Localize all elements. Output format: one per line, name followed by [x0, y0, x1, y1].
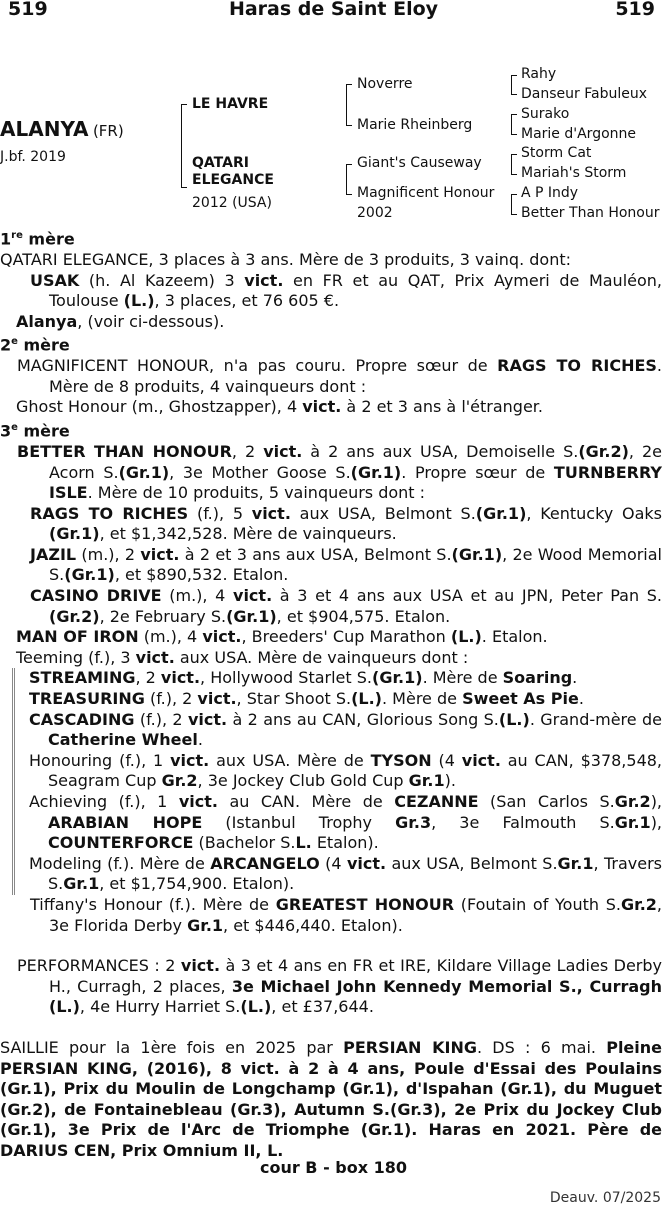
bracket-g3-3: [511, 154, 517, 175]
produce-man-of-iron: MAN OF IRON (m.), 4 vict., Breeders' Cup Marathon (L.). Etalon.: [16, 627, 548, 647]
third-dam-heading: 3e mère: [0, 421, 70, 441]
second-dam-heading: 2e mère: [0, 335, 70, 355]
dam-dam-year: 2002: [357, 205, 393, 221]
produce-alanya: Alanya, (voir ci-dessous).: [16, 311, 225, 331]
teeming-produce-list: [12, 668, 662, 895]
produce-modeling: Modeling (f.). Mère de ARCANGELO (4 vict. aux USA, Belmont S.Gr.1, Travers S.Gr.1, et $1,754,900. Etalon).: [29, 853, 663, 894]
bracket-g3-1: [511, 75, 517, 95]
lot-number-left: 519: [8, 0, 48, 20]
produce-rags-to-riches: RAGS TO RICHES (f.), 5 vict. aux USA, Belmont S.(Gr.1), Kentucky Oaks (Gr.1), et $1,342,528. Mère de vainqueurs.: [30, 503, 663, 544]
dam-dam: Magnificent Honour: [357, 185, 495, 201]
covering-info: SAILLIE pour la 1ère fois en 2025 par PERSIAN KING. DS : 6 mai. Pleine PERSIAN KING, (2016), 8 vict. à 2 à 4 ans, Poule d'Essai des Poulains (Gr.1), Prix du Moulin de Longchamp (Gr.1), d'Ispahan (Gr.1), du Muguet (Gr.2), de Fontainebleau (Gr.3), Autumn S.(Gr.3), 2e Prix du Jockey Club (Gr.1), 3e Prix de l'Arc de Triomphe (Gr.1). Haras en 2021. Père de DARIUS CEN, Prix Omnium II, L.: [0, 1037, 663, 1160]
dam-sire: Giant's Causeway: [357, 155, 482, 171]
lot-number-right: 519: [615, 0, 655, 20]
performances: PERFORMANCES : 2 vict. à 3 et 4 ans en FR et IRE, Kildare Village Ladies Derby H., Curragh, 2 places, 3e Michael John Kennedy Memorial S., Curragh (L.), 4e Hurry Harriet S.(L.), et £37,644.: [17, 956, 662, 1017]
sire-dam: Marie Rheinberg: [357, 117, 473, 133]
produce-honouring: Honouring (f.), 1 vict. aux USA. Mère de TYSON (4 vict. au CAN, $378,548, Seagram Cup Gr.2, 3e Jockey Club Gold Cup Gr.1).: [29, 750, 663, 791]
produce-usak: USAK (h. Al Kazeem) 3 vict. en FR et au QAT, Prix Aymeri de Mauléon, Toulouse (L.), 3 places, et 76 605 €.: [30, 270, 662, 311]
first-dam-text: QATARI ELEGANCE, 3 places à 3 ans. Mère de 3 produits, 3 vainq. dont:: [0, 249, 571, 269]
sale-source: Deauv. 07/2025: [549, 1190, 661, 1206]
dam-year: 2012 (USA): [192, 195, 272, 211]
produce-casino-drive: CASINO DRIVE (m.), 4 vict. à 3 et 4 ans aux USA et au JPN, Peter Pan S.(Gr.2), 2e February S.(Gr.1), et $904,575. Etalon.: [30, 586, 663, 626]
ped-dsd: Mariah's Storm: [521, 165, 627, 181]
produce-treasuring: TREASURING (f.), 2 vict., Star Shoot S.(L.). Mère de Sweet As Pie.: [29, 689, 584, 709]
ped-sds: Surako: [521, 106, 570, 122]
sire-sire: Noverre: [357, 76, 413, 92]
produce-teeming: Teeming (f.), 3 vict. aux USA. Mère de vainqueurs dont :: [16, 647, 469, 667]
bracket-gen1: [181, 104, 187, 188]
produce-ghost-honour: Ghost Honour (m., Ghostzapper), 4 vict. à 2 et 3 ans à l'étranger.: [16, 397, 543, 417]
produce-tiffanys-honour: Tiffany's Honour (f.). Mère de GREATEST HONOUR (Foutain of Youth S.Gr.2, 3e Florida Derby Gr.1, et $446,440. Etalon).: [30, 894, 663, 935]
produce-cascading: CASCADING (f.), 2 vict. à 2 ans au CAN, Glorious Song S.(L.). Grand-mère de Catherine Wheel.: [29, 709, 663, 750]
produce-streaming: STREAMING, 2 vict., Hollywood Starlet S.(Gr.1). Mère de Soaring.: [29, 668, 578, 688]
bracket-g3-2: [511, 114, 517, 135]
bracket-sire: [346, 84, 352, 126]
horse-description: J.bf. 2019: [0, 149, 66, 165]
ped-ssd: Danseur Fabuleux: [521, 86, 647, 102]
ped-dds: A P Indy: [521, 185, 579, 201]
produce-achieving: Achieving (f.), 1 vict. au CAN. Mère de CEZANNE (San Carlos S.Gr.2), ARABIAN HOPE (Istanbul Trophy Gr.3, 3e Falmouth S.Gr.1), COUNTERFORCE (Bachelor S.L. Etalon).: [29, 792, 663, 853]
catalogue-header: [0, 0, 667, 24]
bracket-g3-4: [511, 194, 517, 215]
consignor-title: Haras de Saint Eloy: [228, 0, 439, 20]
third-dam-text: BETTER THAN HONOUR, 2 vict. à 2 ans aux USA, Demoiselle S.(Gr.2), 2e Acorn S.(Gr.1), 3e Mother Goose S.(Gr.1). Propre sœur de TURNBERRY ISLE. Mère de 10 produits, 5 vainqueurs dont :: [17, 441, 663, 503]
first-dam-heading: 1re mère: [0, 229, 75, 249]
ped-sss: Rahy: [521, 66, 557, 82]
sire-name: LE HAVRE: [192, 96, 269, 112]
second-dam-text: MAGNIFICENT HONOUR, n'a pas couru. Propre sœur de RAGS TO RICHES. Mère de 8 produits, 4 vainqueurs dont :: [17, 356, 662, 396]
ped-sdd: Marie d'Argonne: [521, 126, 637, 142]
bracket-dam: [346, 164, 352, 195]
produce-jazil: JAZIL (m.), 2 vict. à 2 et 3 ans aux USA, Belmont S.(Gr.1), 2e Wood Memorial S.(Gr.1), et $890,532. Etalon.: [30, 544, 663, 585]
produce-record: [0, 226, 662, 1162]
box-location: cour B - box 180: [259, 1158, 408, 1177]
dam-name: QATARI ELEGANCE: [192, 155, 274, 188]
ped-dss: Storm Cat: [521, 145, 592, 161]
horse-name: ALANYA (FR): [0, 117, 124, 141]
ped-ddd: Better Than Honour: [521, 205, 660, 221]
